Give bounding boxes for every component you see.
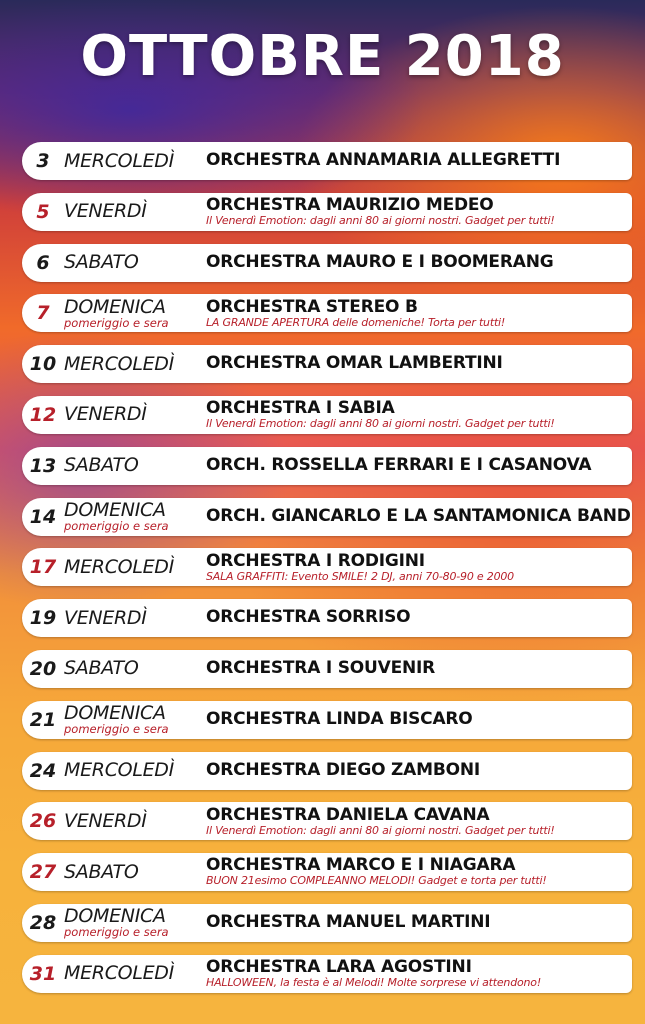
event-act-name: ORCHESTRA I SABIA bbox=[206, 400, 395, 419]
event-act-name: ORCHESTRA MANUEL MARTINI bbox=[206, 914, 491, 932]
event-day-number: 21 bbox=[29, 708, 57, 731]
event-weekday-block bbox=[64, 606, 206, 629]
event-act-block bbox=[206, 197, 632, 226]
event-act-note: Il Venerdì Emotion: dagli anni 80 ai giorni nostri. Gadget per tutti! bbox=[206, 417, 555, 430]
event-row bbox=[22, 447, 632, 485]
event-weekday: MERCOLEDÌ bbox=[64, 555, 174, 578]
event-weekday: VENERDÌ bbox=[64, 809, 147, 832]
event-act-note: Il Venerdì Emotion: dagli anni 80 ai giorni nostri. Gadget per tutti! bbox=[206, 213, 555, 227]
event-act-name: ORCH. ROSSELLA FERRARI E I CASANOVA bbox=[206, 456, 592, 475]
page-title: OTTOBRE 2018 bbox=[80, 24, 565, 89]
event-row bbox=[22, 294, 632, 332]
event-weekday-block bbox=[64, 405, 206, 424]
event-act-note: BUON 21esimo COMPLEANNO MELODI! Gadget e torta per tutti! bbox=[206, 874, 547, 887]
event-weekday: VENERDÌ bbox=[64, 200, 147, 223]
event-weekday-block bbox=[64, 907, 206, 939]
event-weekday: SABATO bbox=[64, 860, 139, 883]
event-act-note: HALLOWEEN, la festa è al Melodi! Molte sorprese vi attendono! bbox=[206, 975, 542, 989]
event-weekday: SABATO bbox=[64, 251, 139, 274]
event-day-number: 13 bbox=[29, 454, 57, 477]
event-time-note: pomeriggio e sera bbox=[64, 925, 169, 940]
event-act-name: ORCHESTRA STEREO B bbox=[206, 298, 418, 317]
event-weekday-block bbox=[64, 253, 206, 272]
event-weekday: MERCOLEDÌ bbox=[64, 149, 174, 172]
event-act-block bbox=[206, 254, 632, 272]
event-time-note: pomeriggio e sera bbox=[64, 518, 169, 533]
event-act-name: ORCHESTRA MAURIZIO MEDEO bbox=[206, 197, 494, 216]
event-act-block bbox=[206, 553, 632, 582]
event-day-number: 17 bbox=[29, 556, 57, 579]
event-act-block bbox=[206, 400, 632, 429]
event-day-number: 12 bbox=[29, 403, 57, 426]
event-weekday: DOMENICA bbox=[64, 702, 166, 725]
event-weekday: MERCOLEDÌ bbox=[64, 759, 174, 782]
event-weekday: DOMENICA bbox=[64, 498, 166, 521]
event-list bbox=[22, 142, 632, 1006]
event-day-number: 24 bbox=[29, 759, 57, 782]
event-act-block bbox=[206, 857, 632, 886]
event-row bbox=[22, 650, 632, 688]
event-act-name: ORCHESTRA DANIELA CAVANA bbox=[206, 806, 490, 825]
event-row bbox=[22, 904, 632, 942]
event-day-number: 5 bbox=[36, 200, 50, 223]
event-act-block bbox=[206, 914, 632, 932]
event-act-name: ORCHESTRA LARA AGOSTINI bbox=[206, 959, 472, 978]
event-weekday: DOMENICA bbox=[64, 905, 166, 928]
event-act-block bbox=[206, 959, 632, 988]
event-weekday-block bbox=[64, 352, 206, 375]
event-day-number: 20 bbox=[29, 657, 57, 680]
event-act-name: ORCHESTRA MAURO E I BOOMERANG bbox=[206, 253, 554, 272]
event-act-name: ORCHESTRA ANNAMARIA ALLEGRETTI bbox=[206, 152, 561, 170]
event-row bbox=[22, 142, 632, 180]
event-row bbox=[22, 396, 632, 434]
event-day-number: 10 bbox=[29, 353, 57, 376]
event-act-note: SALA GRAFFITI: Evento SMILE! 2 DJ, anni 70-80-90 e 2000 bbox=[206, 569, 514, 583]
event-weekday-block bbox=[64, 456, 206, 475]
event-act-block bbox=[206, 660, 632, 678]
event-weekday: DOMENICA bbox=[64, 295, 166, 318]
event-row bbox=[22, 752, 632, 790]
event-act-block bbox=[206, 807, 632, 836]
event-act-block bbox=[206, 711, 632, 729]
event-weekday-block bbox=[64, 704, 206, 736]
event-act-note: Il Venerdì Emotion: dagli anni 80 ai giorni nostri. Gadget per tutti! bbox=[206, 823, 555, 837]
event-day-number: 7 bbox=[36, 302, 50, 325]
event-act-block bbox=[206, 508, 632, 526]
event-act-block bbox=[206, 762, 632, 780]
event-act-name: ORCHESTRA I SOUVENIR bbox=[206, 660, 436, 678]
event-act-name: ORCHESTRA SORRISO bbox=[206, 609, 411, 628]
event-weekday-block bbox=[64, 809, 206, 832]
event-weekday: MERCOLEDÌ bbox=[64, 352, 174, 375]
event-day-number: 6 bbox=[36, 251, 50, 274]
event-act-block bbox=[206, 299, 632, 328]
event-day-number: 31 bbox=[29, 962, 57, 985]
event-row bbox=[22, 853, 632, 891]
event-weekday: MERCOLEDÌ bbox=[64, 962, 174, 985]
event-day-number: 14 bbox=[29, 505, 57, 528]
event-weekday-block bbox=[64, 202, 206, 221]
event-day-number: 19 bbox=[29, 607, 57, 630]
event-act-name: ORCHESTRA MARCO E I NIAGARA bbox=[206, 857, 516, 876]
event-row bbox=[22, 599, 632, 637]
event-weekday-block bbox=[64, 555, 206, 578]
event-day-number: 3 bbox=[36, 150, 50, 172]
event-act-name: ORCHESTRA LINDA BISCARO bbox=[206, 710, 473, 729]
event-weekday: VENERDÌ bbox=[64, 606, 147, 629]
event-row bbox=[22, 244, 632, 282]
event-weekday-block bbox=[64, 149, 206, 172]
event-act-block bbox=[206, 152, 632, 170]
event-weekday-block bbox=[64, 964, 206, 983]
event-weekday: SABATO bbox=[64, 657, 139, 680]
event-row bbox=[22, 345, 632, 383]
event-row bbox=[22, 802, 632, 840]
event-day-number: 28 bbox=[29, 911, 57, 934]
event-row bbox=[22, 548, 632, 586]
event-act-block bbox=[206, 457, 632, 475]
event-weekday-block bbox=[64, 498, 206, 533]
event-time-note: pomeriggio e sera bbox=[64, 722, 169, 737]
event-weekday: VENERDÌ bbox=[64, 403, 147, 426]
event-act-name: ORCHESTRA DIEGO ZAMBONI bbox=[206, 761, 480, 780]
event-act-name: ORCHESTRA I RODIGINI bbox=[206, 552, 425, 571]
event-time-note: pomeriggio e sera bbox=[64, 315, 169, 330]
event-day-number: 27 bbox=[29, 861, 57, 884]
event-row bbox=[22, 701, 632, 739]
event-act-note: LA GRANDE APERTURA delle domeniche! Torta per tutti! bbox=[206, 315, 506, 329]
event-weekday-block bbox=[64, 860, 206, 883]
event-row bbox=[22, 193, 632, 231]
event-weekday-block bbox=[64, 761, 206, 780]
event-row bbox=[22, 955, 632, 993]
event-weekday-block bbox=[64, 659, 206, 678]
event-act-name: ORCHESTRA OMAR LAMBERTINI bbox=[206, 355, 503, 374]
event-act-name: ORCH. GIANCARLO E LA SANTAMONICA BAND bbox=[206, 507, 631, 526]
event-act-block bbox=[206, 609, 632, 627]
event-act-block bbox=[206, 355, 632, 373]
event-weekday-block bbox=[64, 295, 206, 330]
event-weekday: SABATO bbox=[64, 454, 139, 477]
event-row bbox=[22, 498, 632, 536]
event-day-number: 26 bbox=[29, 810, 57, 833]
